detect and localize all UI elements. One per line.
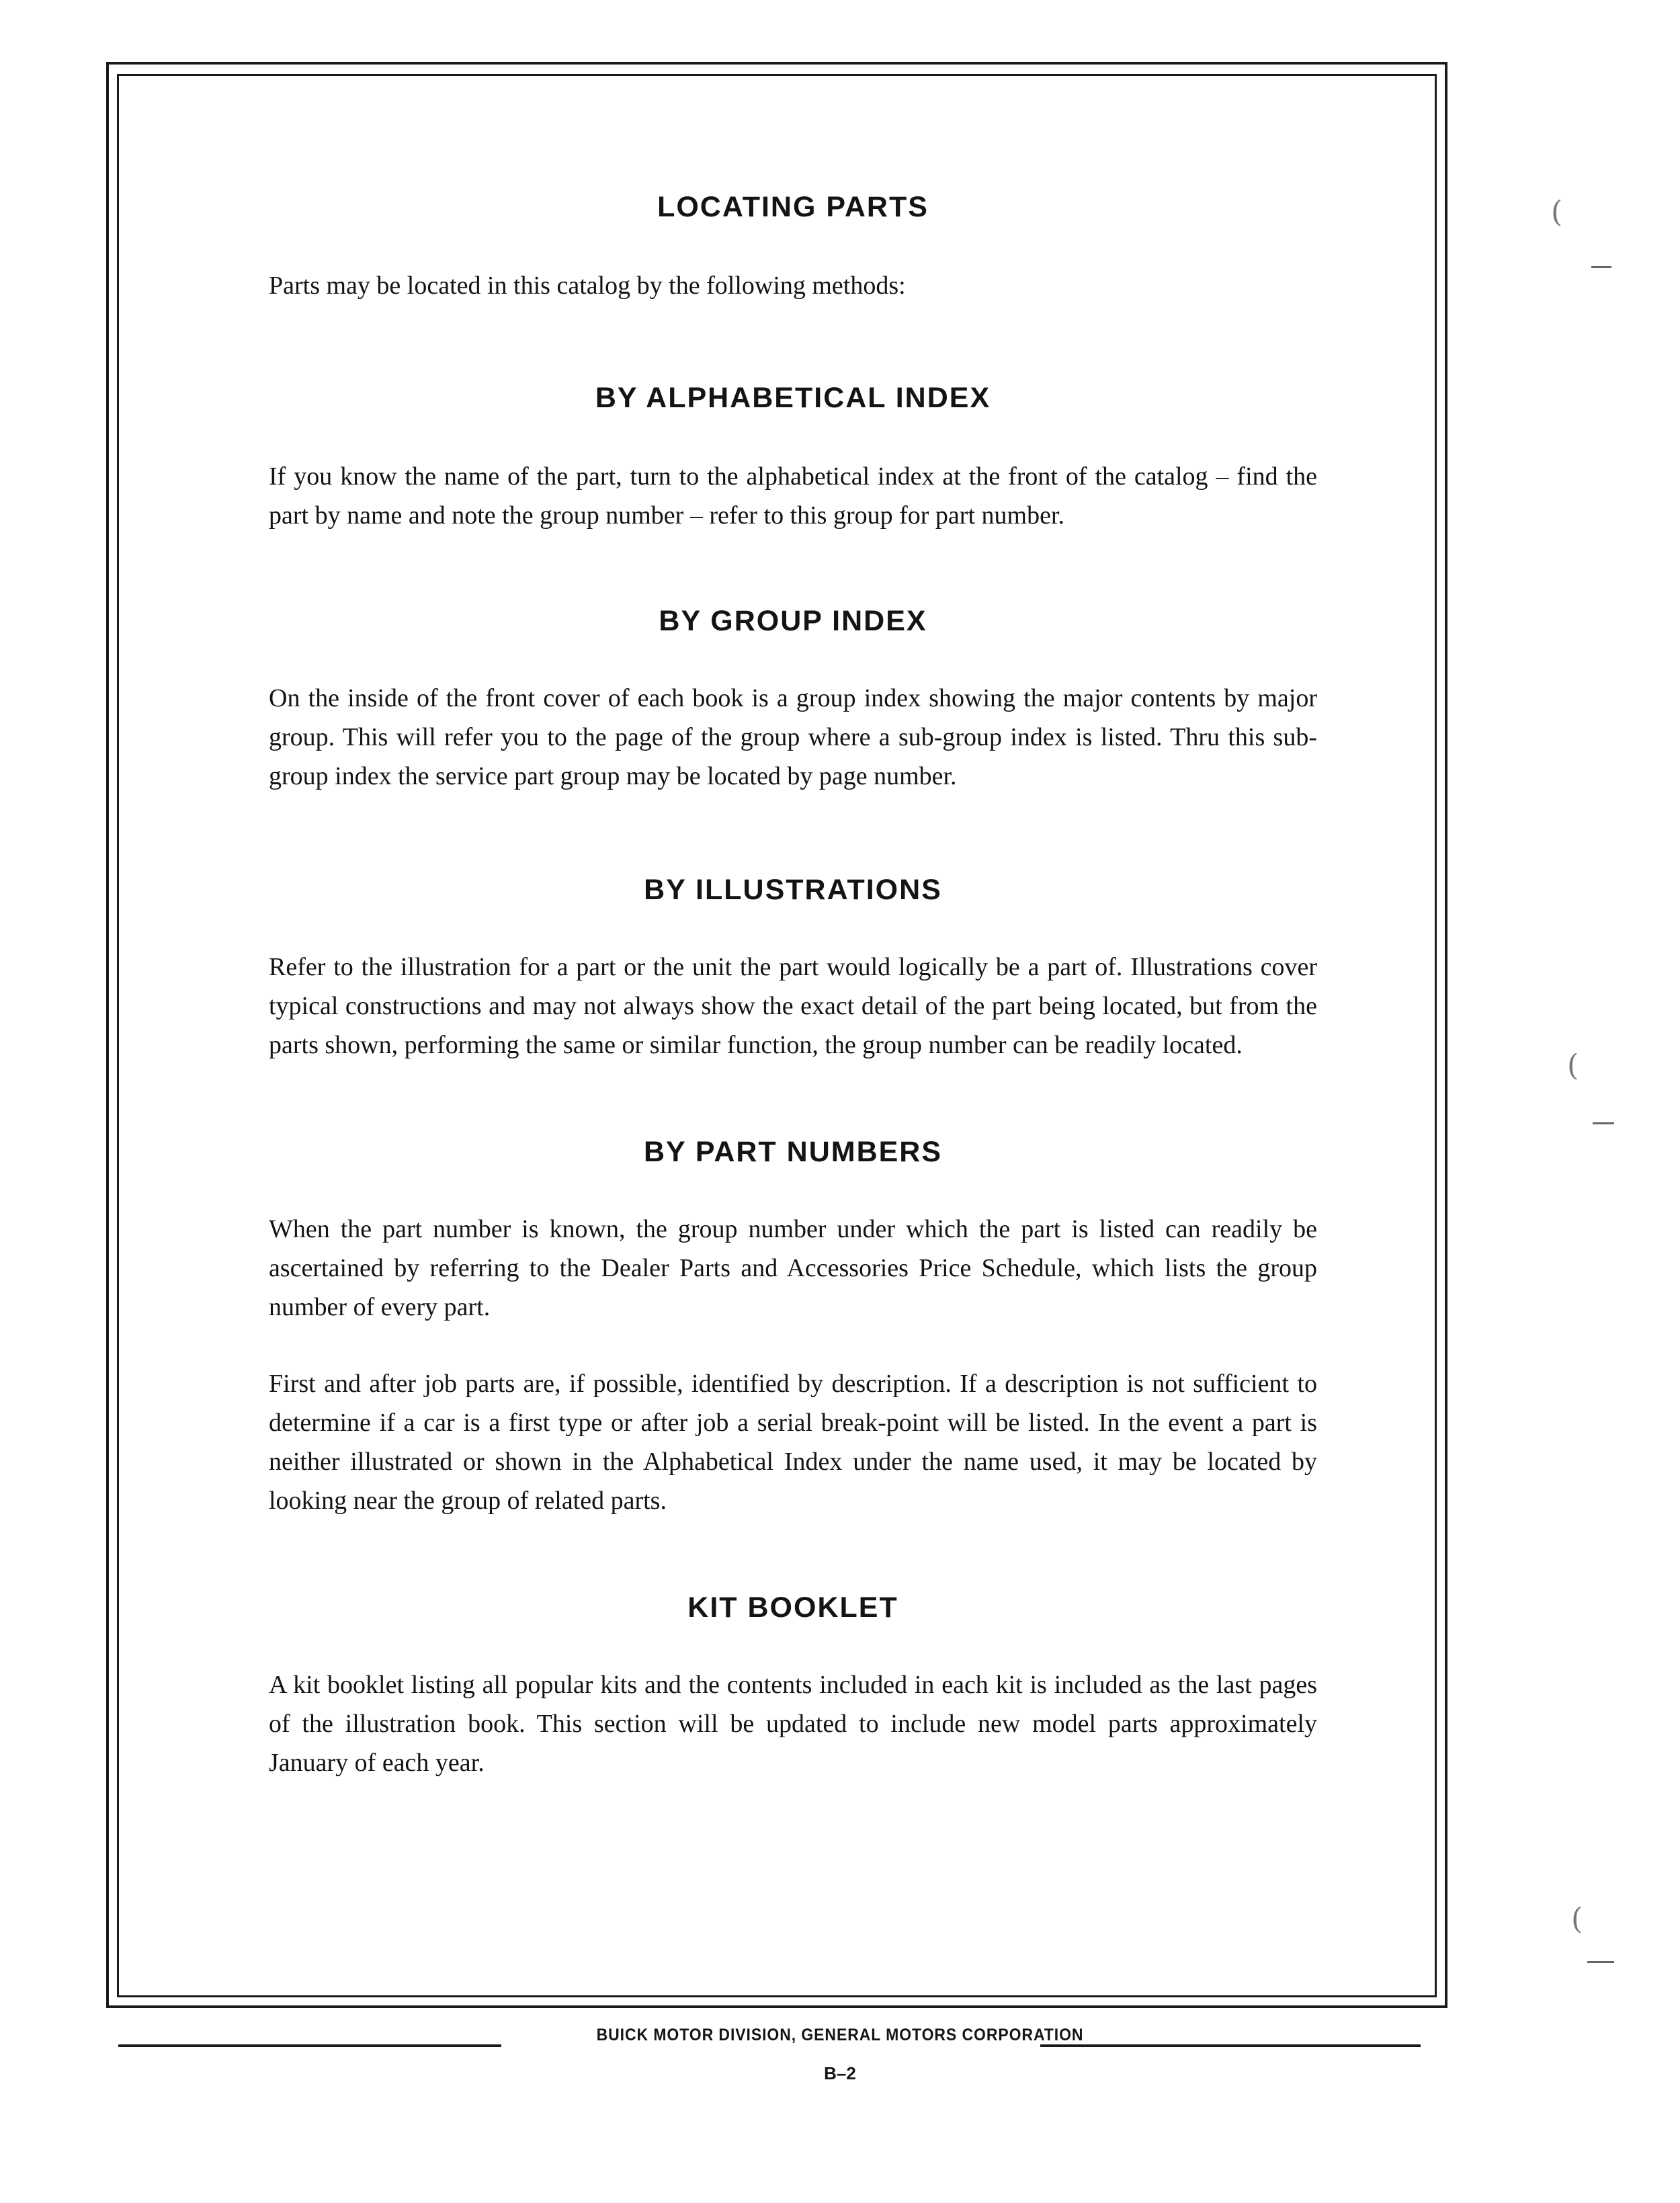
part-numbers-paragraph: When the part number is known, the group number under which the part is listed can readily be ascertained by referring to the Dealer Parts and Accessories Price Schedule, which lists the group number of every part. (269, 1215, 1317, 1321)
heading-part-numbers: BY PART NUMBERS (643, 1136, 943, 1168)
heading-kit-booklet: KIT BOOKLET (687, 1591, 898, 1624)
binding-mark: ( (1567, 1048, 1579, 1083)
binding-dash (1587, 1961, 1614, 1963)
heading-illustrations: BY ILLUSTRATIONS (644, 874, 942, 906)
page-number: B–2 (824, 2063, 856, 2083)
footer-rule-right (1040, 2044, 1421, 2047)
first-and-after-job-paragraph: First and after job parts are, if possible, identified by description. If a description is not sufficient to determine if a car is a first type or after job a serial break-point will be listed. In the event a part is neither illustrated or shown in the Alphabetical Index under the name used, it may be located by looking near the group of related parts. (269, 1370, 1317, 1515)
binding-dash (1593, 1122, 1614, 1124)
heading-alphabetical-index: BY ALPHABETICAL INDEX (595, 382, 991, 414)
intro-paragraph: Parts may be located in this catalog by the following methods: (269, 272, 906, 300)
kit-booklet-paragraph: A kit booklet listing all popular kits and the contents included in each kit is included as the last pages of the illustration book. This section will be updated to include new model parts approximately January of each year. (269, 1671, 1317, 1777)
footer-publisher: BUICK MOTOR DIVISION, GENERAL MOTORS CORPORATION (596, 2026, 1084, 2044)
binding-mark: ( (1571, 1902, 1583, 1936)
binding-dash (1591, 266, 1611, 268)
alphabetical-index-paragraph: If you know the name of the part, turn to the alphabetical index at the front of the catalog – find the part by name and note the group number – refer to this group for part number. (269, 462, 1317, 530)
group-index-paragraph: On the inside of the front cover of each book is a group index showing the major contents by major group. This will refer you to the page of the group where a sub-group index is listed. Thru this sub-group index the service part group may be located by page number. (269, 684, 1317, 790)
heading-group-index: BY GROUP INDEX (659, 605, 927, 637)
illustrations-paragraph: Refer to the illustration for a part or the unit the part would logically be a part of. Illustrations cover typical constructions and may not always show the exact detail of the part being located, but from the parts shown, performing the same or similar function, the group number can be readily located. (269, 953, 1317, 1059)
page-content (269, 188, 1317, 1782)
heading-locating-parts: LOCATING PARTS (657, 191, 929, 223)
binding-mark: ( (1551, 195, 1563, 229)
